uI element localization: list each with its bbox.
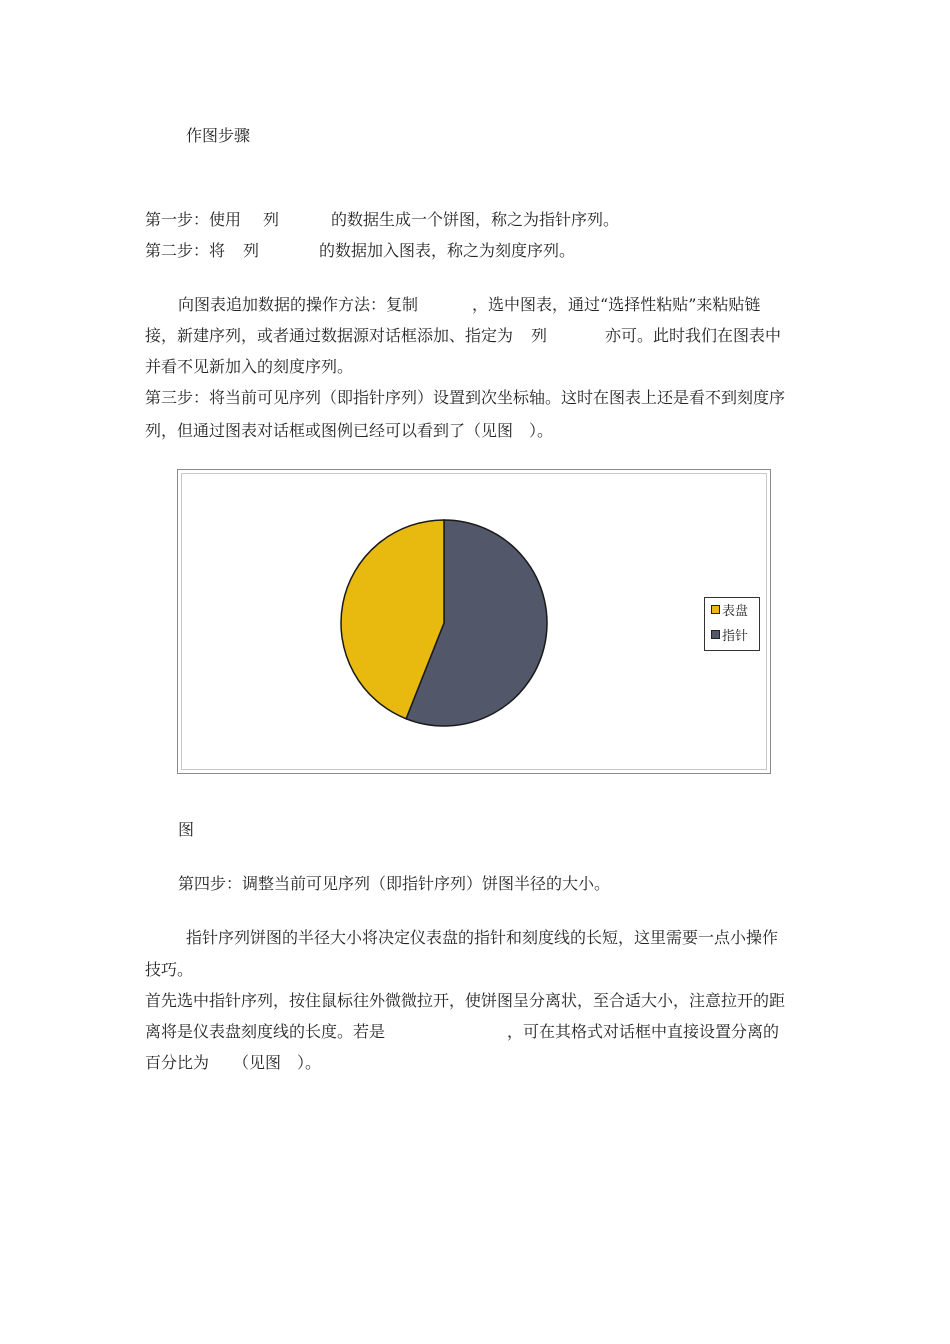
pie-chart-frame[interactable] [177,469,771,774]
step-one-part-c: 的数据生成一个饼图，称之为指针序列。 [331,210,620,229]
step-two-part-b: 列 [243,241,260,260]
step-three-line-2: 列，但通过图表对话框或图例已经可以看到了（见图 ）。 [145,421,554,440]
paragraph-one-line-1 [178,295,760,315]
paragraph-one-line-2 [145,326,781,346]
paragraph-two-line-3: 首先选中指针序列，按住鼠标往外微微拉开，使饼图呈分离状，至合适大小，注意拉开的距 [145,991,786,1010]
step-four: 第四步：调整当前可见序列（即指针序列）饼图半径的大小。 [178,874,611,893]
step-one-part-b: 列 [263,210,280,229]
chart-legend[interactable] [704,597,760,651]
plot-area [181,473,767,770]
paragraph-two-line-5: 百分比为 （见图 ）。 [145,1053,322,1072]
paragraph-one-text-c: 接，新建序列，或者通过数据源对话框添加、指定为 [145,326,514,345]
document-heading: 作图步骤 [186,126,251,145]
legend-label-dial: 表盘 [722,604,749,619]
legend-label-pointer: 指针 [722,629,749,644]
paragraph-one-text-b: ，选中图表，通过“选择性粘贴”来粘贴链 [472,295,761,314]
step-two [145,241,575,261]
step-one [145,210,619,230]
step-three-line-1: 第三步：将当前可见序列（即指针序列）设置到次坐标轴。这时在图表上还是看不到刻度序 [145,388,786,407]
legend-item-pointer [711,628,748,646]
figure-caption: 图 [178,820,195,839]
legend-swatch-dial [711,605,720,614]
legend-swatch-pointer [711,630,720,639]
paragraph-one-text-d: 列 [531,326,548,345]
step-two-part-a: 第二步：将 [145,241,226,260]
paragraph-one-text-a: 向图表追加数据的操作方法：复制 [178,295,419,314]
step-one-part-a: 第一步：使用 [145,210,242,229]
paragraph-one-line-3: 并看不见新加入的刻度序列。 [145,357,354,376]
legend-item-dial [711,603,748,621]
paragraph-two-line-4 [145,1022,779,1042]
paragraph-two-text-b: ，可在其格式对话框中直接设置分离的 [507,1022,780,1041]
paragraph-two-line-2: 技巧。 [145,960,194,979]
step-two-part-c: 的数据加入图表，称之为刻度序列。 [319,241,576,260]
paragraph-two-line-1: 指针序列饼图的半径大小将决定仪表盘的指针和刻度线的长短，这里需要一点小操作 [186,928,779,947]
paragraph-one-text-e: 亦可。此时我们在图表中 [605,326,782,345]
paragraph-two-text-a: 离将是仪表盘刻度线的长度。若是 [145,1022,386,1041]
